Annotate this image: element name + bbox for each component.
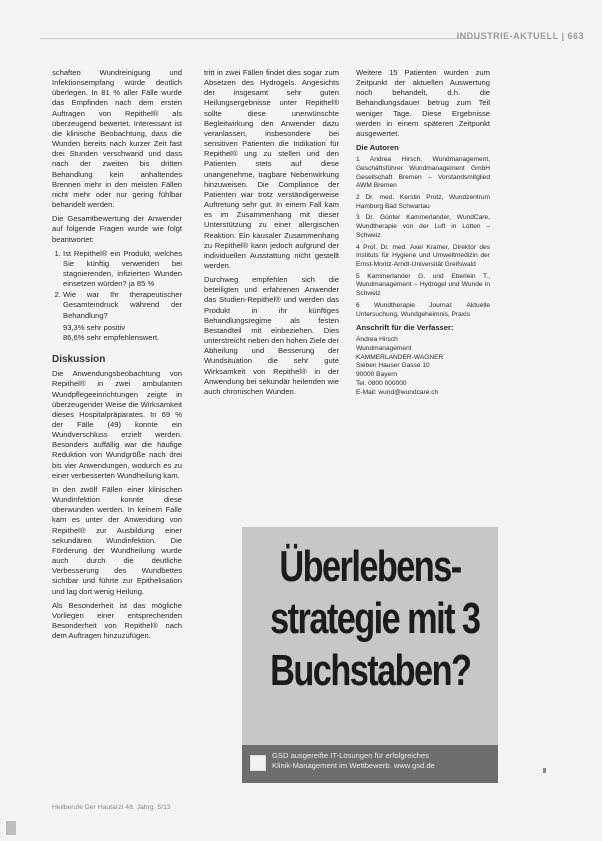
column-2	[204, 68, 339, 401]
discussion-paragraph-3: Als Besonderheit ist das mögliche Vorliegen einer entsprechenden Besonderheit von Repithel® nach dem Auftragen hinzuzufügen.	[52, 600, 182, 641]
survey-intro: Die Gesamtbewertung der Anwender auf folgende Fragen wurde wie folgt beantwortet:	[52, 214, 182, 244]
discussion-paragraph-2: In den zwölf Fällen einer klinischen Wundinfektion konnte diese überwunden werden. In keinem Falle kam es unter der Anwendung von Repithel® zur Ausbildung einer sekundären Wundinfektion. Die Förderung der Wundheilung wurde auch durch die deutliche Verbesserung des Wundbettes sichtbar und führte zur Epithelisation und lag dort wenig Heilung.	[52, 484, 182, 596]
contact-line: KAMMERLANDER-WAGNER	[356, 353, 444, 361]
ad-tagline-line-1: GSD ausgereifte IT-Lösungen für erfolgreiches	[272, 751, 430, 760]
advertisement-block	[242, 527, 498, 783]
contact-line: Wundmanagement	[356, 345, 412, 353]
result-line-2: 86,6% sehr empfehlenswert.	[63, 332, 160, 342]
reference-item: 2 Dr. med. Kerstin Protz, Wundzentrum Hamburg Bad Schwartau	[356, 194, 490, 210]
reference-item: 4 Prof. Dr. med. Axel Kramer, Direktor des Instituts für Hygiene und Umweltmedizin der Ernst-Moritz-Arndt-Universität Greifswald	[356, 243, 490, 268]
scan-corner-mark	[6, 821, 16, 835]
reference-item: 5 Kammerlander G. und Eberlein T., Wundmanagement – Hydrogel und Wunde in Schweiz	[356, 272, 490, 298]
reference-item: 6 Wundtherapie Journal: Aktuelle Untersuchung, Wundgeheimnis, Praxis	[356, 301, 490, 318]
contact-line: Sieben Hauser Gasse 10	[356, 362, 430, 370]
contact-email: E-Mail: wund@wundcare.ch	[356, 388, 439, 396]
survey-question-1	[63, 249, 182, 290]
discussion-paragraph-1: Die Anwendungsbeobachtung von Repithel® in zwei ambulanten Wundpflegeeinrichtungen zeigte in überzeugender Weise die Wirksamkeit dieses Hospitalpräparates. In 69 % der Fälle (49) konnte ein Wundverschluss erzielt werden. Besonders auffällig war die häufige Reduktion von Wundgröße nach drei bis vier Anwendungen, wodurch es zu einer verbesserten Wundheilung kam.	[52, 369, 182, 480]
page-footer: Heilberufe Der Hautarzt 48. Jahrg. 5/13	[52, 804, 171, 811]
ad-headline-line-3: Buchstaben?	[270, 646, 471, 695]
contact-line: 90000 Bayern	[356, 371, 398, 379]
column2-paragraph-2: Durchweg empfehlen sich die beteiligten und erfahrenen Anwender das Studien-Repithel® und werden das Produkt in ihr künftiges Behandlungsregime als festen Bestandteil mit einbeziehen. Dies unterstreicht neben den hohen Ziele der Abheilung und Besserung der Wundsituation die sehr gute Wirksamkeit von Repithel® in der Anwendung bei sekundär heilenden wie auch chronischen Wunden.	[204, 275, 339, 396]
authors-heading: Die Autoren	[356, 143, 399, 153]
ad-logo-square-icon	[250, 755, 266, 771]
reference-item: 3 Dr. Günter Kammerlander, WundCare, Wundtherapie von der Luft in Lotten – Schweiz	[356, 214, 490, 239]
contact-line: Tel. 0800 000000	[356, 379, 407, 387]
survey-questions	[52, 249, 182, 321]
contact-line: Andrea Hirsch	[356, 336, 398, 344]
ad-headline-line-2: strategie mit 3	[270, 594, 480, 643]
ad-footer-band	[242, 745, 498, 783]
discussion-heading: Diskussion	[52, 354, 106, 366]
section-label: INDUSTRIE-AKTUELL | 663	[456, 31, 584, 41]
result-line-1: 93,3% sehr positiv	[63, 322, 126, 332]
scan-side-mark	[543, 768, 546, 773]
ad-headline	[270, 541, 480, 697]
column2-paragraph-1: tritt in zwei Fällen findet dies sogar zum Absetzen des Hydrogels. Angesichts der insgesamt sehr guten Heilungsergebnisse unter Repithel® sollte diese unerwünschte Begleitwirkung den Anwender dazu veranlassen, insbesondere bei sensitiven Patienten die Indikation für Repithel® ung zu stellen und den Patienten stets auf diese unangenehme, tragbare Nebenwirkung hinzuweisen. Die Compliance der Patienten war trotz verständigerweise Auftretung sehr gut. In einem Fall kam es im Zusammenhang mit dieser Unterstützung zu einer allergischen Reaktion. Ein kausaler Zusammenhang zu Repithel® kann jedoch aufgrund der individuellen Ausstattung nicht gestellt werden.	[204, 68, 339, 270]
contact-heading: Anschrift für die Verfasser:	[356, 323, 454, 333]
survey-results	[52, 323, 182, 343]
column-1	[52, 68, 182, 645]
question-1-answer: ja 85 %	[128, 279, 155, 289]
ad-tagline-line-2: Klinik-Management im Wettbewerb. www.gsd.de	[272, 761, 435, 770]
column3-intro: Weitere 15 Patienten wurden zum Zeitpunkt der aktuellen Auswertung noch behandelt, d.h. die Behandlungsdauer betrug zum Teil weniger Tage. Diese Ergebnisse werden in einem späteren Zeitpunkt ausgewertet.	[356, 68, 490, 138]
contact-address	[356, 336, 490, 397]
intro-paragraph: schaften Wundreinigung und Infektionsempfang würde deutlich überlegen. In 81 % aller Fälle wurde das Empfinden nach dem ersten Auftragen von Repithel® als überzeugend bewertet. Interessant ist die klinische Beobachtung, dass die Wunden bereits nach kurzer Zeit fast drei Stunden verschwand und dass nach der zweiten bis dritten Behandlung kein anhaltendes Brennen mehr in den meisten Fällen nicht mehr oder nur gering fühlbar behandelt werden.	[52, 68, 182, 210]
header-rule	[40, 38, 484, 39]
survey-question-2: 2. Wie war Ihr therapeutischer Gesamteindruck während der Behandlung?	[63, 290, 182, 320]
column-3	[356, 68, 490, 397]
reference-list	[356, 156, 490, 319]
reference-item: 1 Andrea Hirsch, Wundmanagement, Geschäftsführer Wundmanagement GmbH Gesellschaft Bremen – Vorstandsmitglied AWM Bremen	[356, 156, 490, 190]
ad-tagline	[272, 751, 492, 771]
question-1-text: Ist Repithel® ein Produkt, welches Sie künftig verwenden bei stagnierenden, infizierten Wunden einsetzen würden?	[63, 248, 182, 289]
ad-headline-line-1: Überlebens-	[279, 542, 461, 591]
